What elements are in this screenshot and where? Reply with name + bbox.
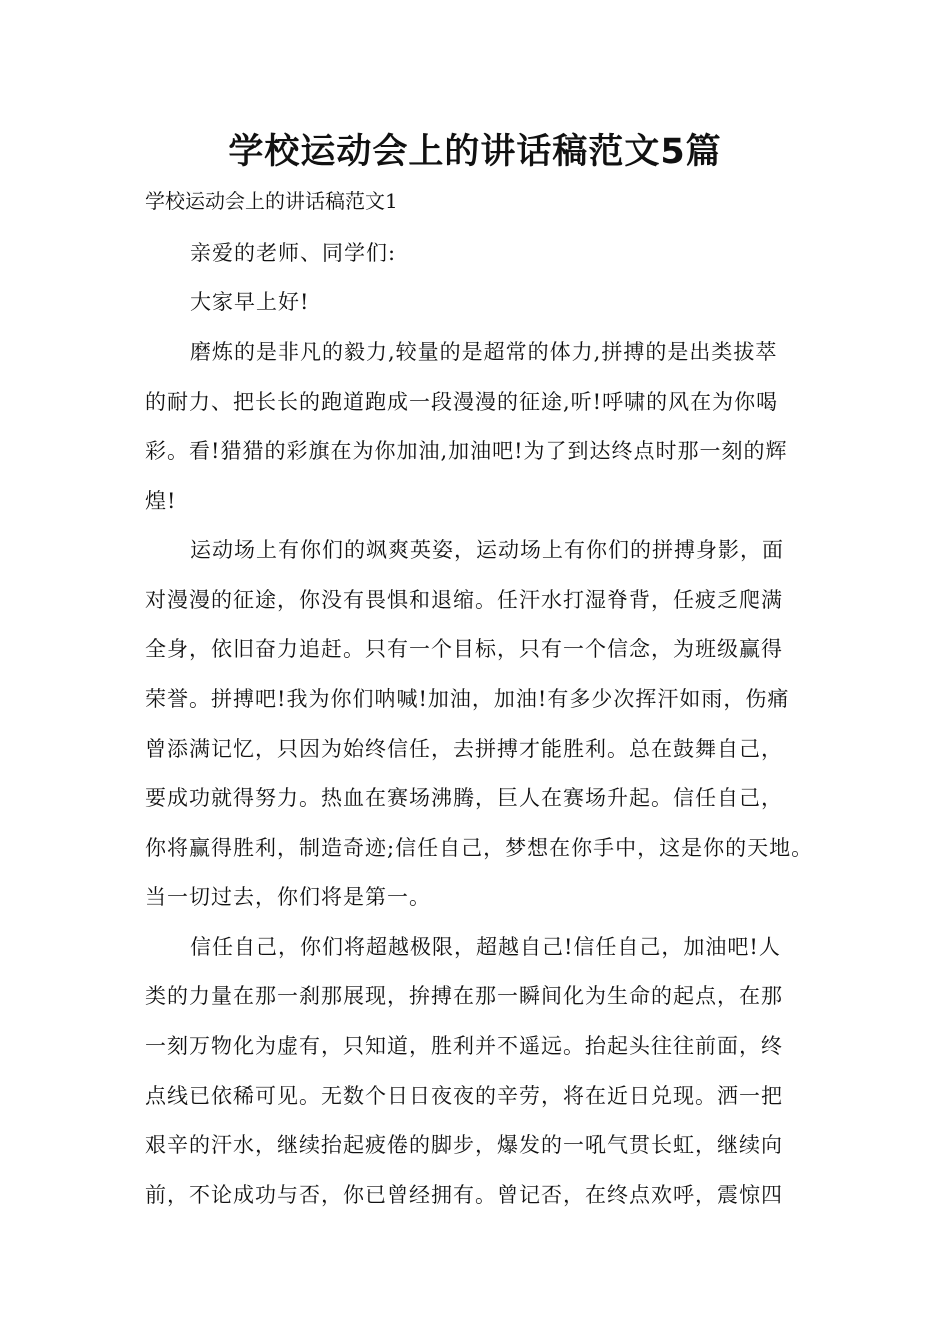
- paragraph-line: 信任自己，你们将超越极限，超越自己!信任自己，加油吧!人: [190, 935, 781, 959]
- paragraph-line: 的耐力、把长长的跑道跑成一段漫漫的征途,听!呼啸的风在为你喝: [145, 390, 779, 414]
- paragraph-line: 彩。看!猎猎的彩旗在为你加油,加油吧!为了到达终点时那一刻的辉: [145, 439, 788, 463]
- paragraph-line: 点线已依稀可见。无数个日日夜夜的辛劳，将在近日兑现。洒一把: [145, 1084, 783, 1108]
- paragraph-line: 你将赢得胜利，制造奇迹;信任自己，梦想在你手中，这是你的天地。: [145, 836, 814, 860]
- paragraph-line: 煌!: [145, 489, 177, 513]
- paragraph-line: 对漫漫的征途，你没有畏惧和退缩。任汗水打湿脊背，任疲乏爬满: [145, 588, 783, 612]
- paragraph-line: 荣誉。拼搏吧!我为你们呐喊!加油，加油!有多少次挥汗如雨，伤痛: [145, 687, 790, 711]
- paragraph-line: 磨炼的是非凡的毅力,较量的是超常的体力,拼搏的是出类拔萃: [190, 340, 778, 364]
- paragraph-line: 前，不论成功与否，你已曾经拥有。曾记否，在终点欢呼，震惊四: [145, 1183, 783, 1207]
- paragraph-line: 要成功就得努力。热血在赛场沸腾，巨人在赛场升起。信任自己，: [145, 786, 783, 810]
- paragraph-line: 一刻万物化为虚有，只知道，胜利并不遥远。抬起头往往前面，终: [145, 1034, 783, 1058]
- paragraph-line: 当一切过去，你们将是第一。: [145, 885, 431, 909]
- section-heading: 学校运动会上的讲话稿范文1: [145, 189, 398, 213]
- paragraph-line: 全身，依旧奋力追赶。只有一个目标，只有一个信念，为班级赢得: [145, 637, 783, 661]
- paragraph-line: 曾添满记忆，只因为始终信任，去拼搏才能胜利。总在鼓舞自己，: [145, 737, 783, 761]
- document-title: 学校运动会上的讲话稿范文5篇: [228, 132, 722, 172]
- greeting-line: 大家早上好!: [190, 290, 310, 314]
- paragraph-line: 艰辛的汗水，继续抬起疲倦的脚步，爆发的一吼气贯长虹，继续向: [145, 1133, 783, 1157]
- paragraph-line: 类的力量在那一刹那展现，拚搏在那一瞬间化为生命的起点，在那: [145, 984, 783, 1008]
- paragraph-line: 运动场上有你们的飒爽英姿，运动场上有你们的拼搏身影，面: [190, 538, 784, 562]
- greeting-line: 亲爱的老师、同学们:: [190, 241, 397, 265]
